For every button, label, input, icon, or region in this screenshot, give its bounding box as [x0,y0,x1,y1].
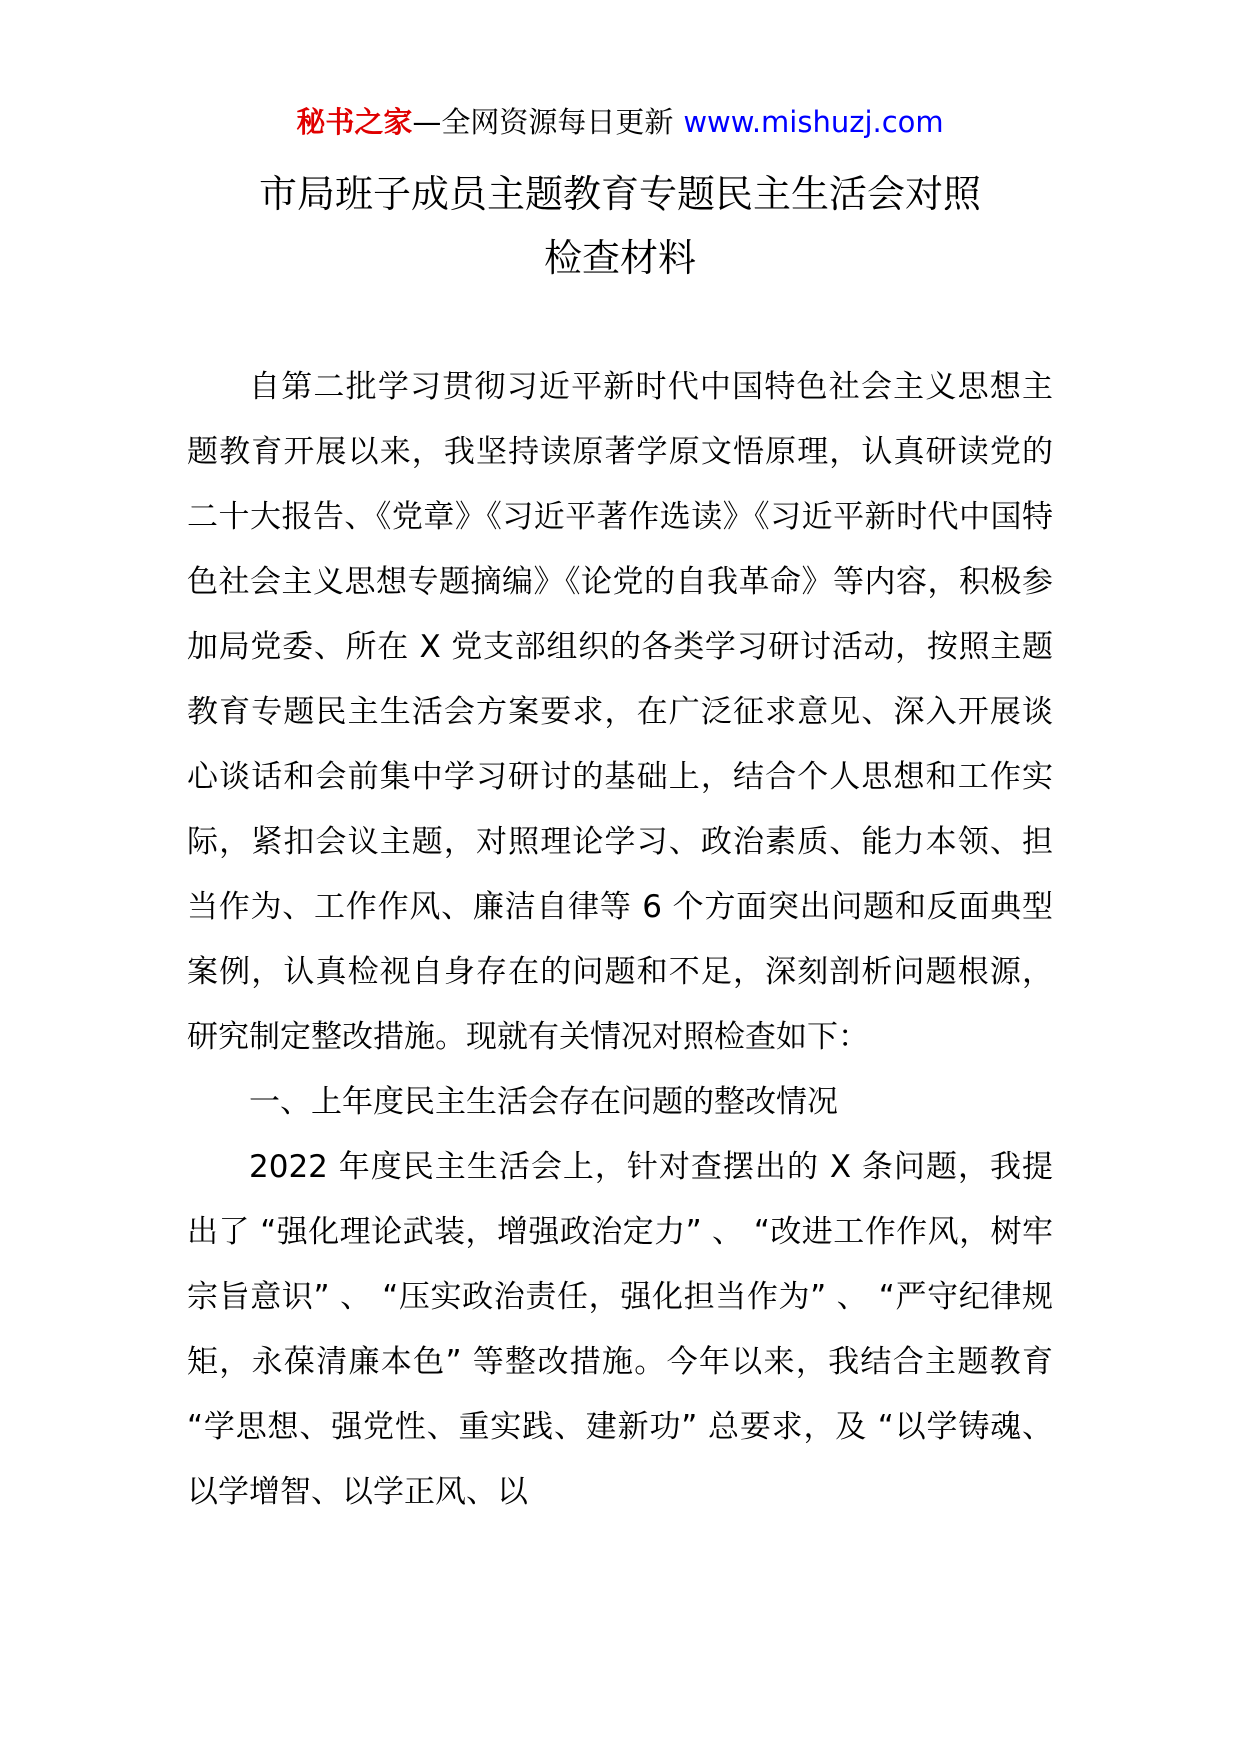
section-heading-1: 一、上年度民主生活会存在问题的整改情况 [249,1084,838,1120]
site-header [0,100,1240,144]
document-title [150,162,1090,290]
paragraph-rectification: 2022 年度民主生活会上，针对查摆出的 X 条问题，我提出了 “强化理论武装，增强政治定力” 、 “改进工作作风，树牢宗旨意识” 、 “压实政治责任，强化担当作为” 、 “严守纪律规矩，永葆清廉本色” 等整改措施。今年以来，我结合主题教育 “学思想、强党性、重实践、建新功” 总要求，及 “以学铸魂、以学增智、以学正风、以 [187,1149,1053,1510]
header-tagline: —全网资源每日更新 [412,105,674,139]
brand-name: 秘书之家 [296,105,413,139]
site-url-link[interactable]: www.mishuzj.com [683,105,944,139]
title-line-1: 市局班子成员主题教育专题民主生活会对照 [258,172,981,216]
document-body [187,355,1053,1525]
paragraph-intro: 自第二批学习贯彻习近平新时代中国特色社会主义思想主题教育开展以来，我坚持读原著学原文悟原理，认真研读党的二十大报告、《党章》《习近平著作选读》《习近平新时代中国特色社会主义思想专题摘编》《论党的自我革命》等内容，积极参加局党委、所在 X 党支部组织的各类学习研讨活动，按照主题教育专题民主生活会方案要求，在广泛征求意见、深入开展谈心谈话和会前集中学习研讨的基础上，结合个人思想和工作实际，紧扣会议主题，对照理论学习、政治素质、能力本领、担当作为、工作作风、廉洁自律等 6 个方面突出问题和反面典型案例，认真检视自身存在的问题和不足，深刻剖析问题根源，研究制定整改措施。现就有关情况对照检查如下： [187,369,1053,1055]
title-line-2: 检查材料 [543,236,696,280]
